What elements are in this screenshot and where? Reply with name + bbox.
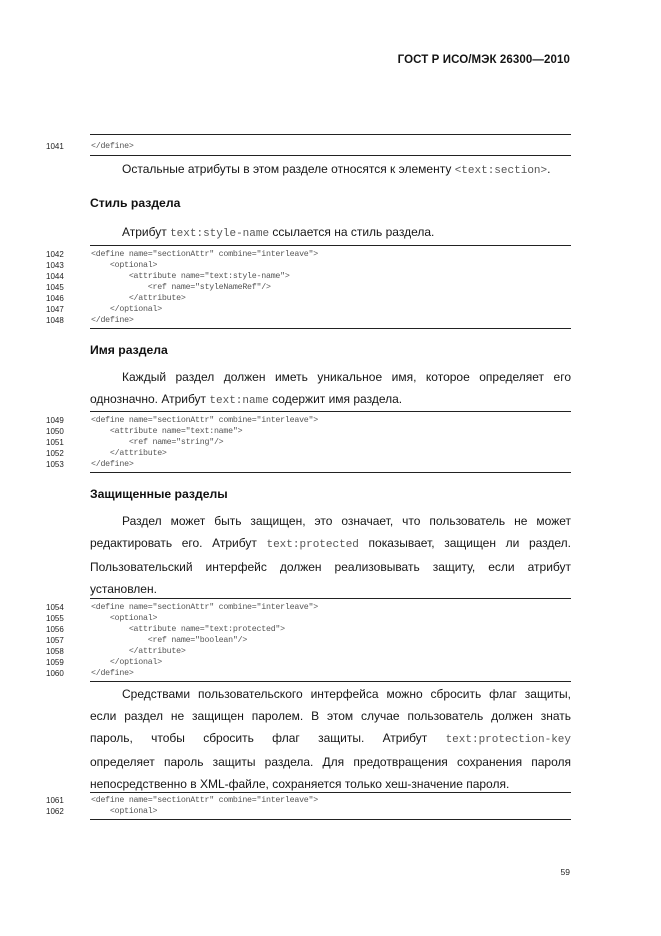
line-number: 1059	[46, 658, 64, 667]
code-text: <attribute name="text:name">	[91, 427, 243, 436]
inline-code: text:name	[209, 395, 269, 407]
line-number: 1047	[46, 305, 64, 314]
page-number: 59	[560, 867, 570, 877]
code-text: <optional>	[91, 614, 158, 623]
line-number: 1041	[46, 142, 64, 151]
paragraph-section-name: Каждый раздел должен иметь уникальное имя, которое определяет его однозначно. Атрибут text:name содержит имя раздела.	[90, 370, 571, 407]
code-text: </define>	[91, 669, 134, 678]
line-number: 1049	[46, 416, 64, 425]
line-number: 1057	[46, 636, 64, 645]
code-rule-top	[90, 245, 571, 246]
code-text: <define name="sectionAttr" combine="interleave">	[91, 603, 318, 612]
code-text: <define name="sectionAttr" combine="interleave">	[91, 796, 318, 805]
code-rule-bottom	[90, 819, 571, 820]
code-rule-top	[90, 411, 571, 412]
line-number: 1062	[46, 807, 64, 816]
code-text: </attribute>	[91, 449, 167, 458]
code-rule-bottom	[90, 681, 571, 682]
code-rule-bottom	[90, 328, 571, 329]
code-text: </optional>	[91, 658, 162, 667]
code-rule-top	[90, 598, 571, 599]
line-number: 1046	[46, 294, 64, 303]
code-text: </attribute>	[91, 294, 186, 303]
line-number: 1051	[46, 438, 64, 447]
code-text: </define>	[91, 316, 134, 325]
code-text: <define name="sectionAttr" combine="interleave">	[91, 416, 318, 425]
line-number: 1044	[46, 272, 64, 281]
code-text: <optional>	[91, 261, 158, 270]
paragraph-protected: Раздел может быть защищен, это означает, что пользователь не может редактировать его. Атрибут text:protected показывает, защищен ли раздел. Пользовательский интерфейс должен реализовывать защиту, если атрибут установлен.	[90, 514, 572, 596]
code-text: <define name="sectionAttr" combine="interleave">	[91, 250, 318, 259]
heading-protected-sections: Защищенные разделы	[90, 487, 228, 501]
heading-section-name: Имя раздела	[90, 343, 168, 357]
code-text: <optional>	[91, 807, 158, 816]
code-rule-top	[90, 792, 571, 793]
inline-code: text:protected	[266, 539, 359, 551]
line-number: 1061	[46, 796, 64, 805]
paragraph-style-name: Атрибут text:style-name ссылается на стиль раздела.	[122, 225, 435, 240]
line-number: 1043	[46, 261, 64, 270]
paragraph-protection-key: Средствами пользовательского интерфейса можно сбросить флаг защиты, если раздел не защищен паролем. В этом случае пользователь должен знать пароль, чтобы сбросить флаг защиты. Атрибут text:protection-key определяет пароль защиты раздела. Для предотвращения сохранения пароля непосредственно в XML-файле, сохраняется только хеш-значение пароля.	[90, 687, 571, 791]
code-rule-bottom	[90, 155, 571, 156]
line-number: 1054	[46, 603, 64, 612]
code-text: <ref name="boolean"/>	[91, 636, 248, 645]
line-number: 1056	[46, 625, 64, 634]
code-rule-top	[90, 134, 571, 135]
code-text: <attribute name="text:protected">	[91, 625, 285, 634]
code-text: </define>	[91, 460, 134, 469]
paragraph-other-attributes: Остальные атрибуты в этом разделе относятся к элементу <text:section>.	[122, 162, 551, 177]
line-number: 1058	[46, 647, 64, 656]
line-number: 1048	[46, 316, 64, 325]
inline-code: <text:section>	[454, 165, 548, 177]
line-number: 1042	[46, 250, 64, 259]
line-number: 1052	[46, 449, 64, 458]
code-rule-bottom	[90, 472, 571, 473]
line-number: 1055	[46, 614, 64, 623]
code-text: </attribute>	[91, 647, 186, 656]
code-text: </define>	[91, 142, 134, 151]
code-text: <ref name="string"/>	[91, 438, 224, 447]
line-number: 1053	[46, 460, 64, 469]
standard-header: ГОСТ Р ИСО/МЭК 26300—2010	[397, 54, 570, 66]
code-text: <attribute name="text:style-name">	[91, 272, 290, 281]
heading-section-style: Стиль раздела	[90, 196, 181, 210]
line-number: 1060	[46, 669, 64, 678]
line-number: 1045	[46, 283, 64, 292]
inline-code: text:style-name	[170, 228, 270, 240]
code-text: </optional>	[91, 305, 162, 314]
code-text: <ref name="styleNameRef"/>	[91, 283, 271, 292]
line-number: 1050	[46, 427, 64, 436]
inline-code: text:protection-key	[445, 734, 571, 746]
